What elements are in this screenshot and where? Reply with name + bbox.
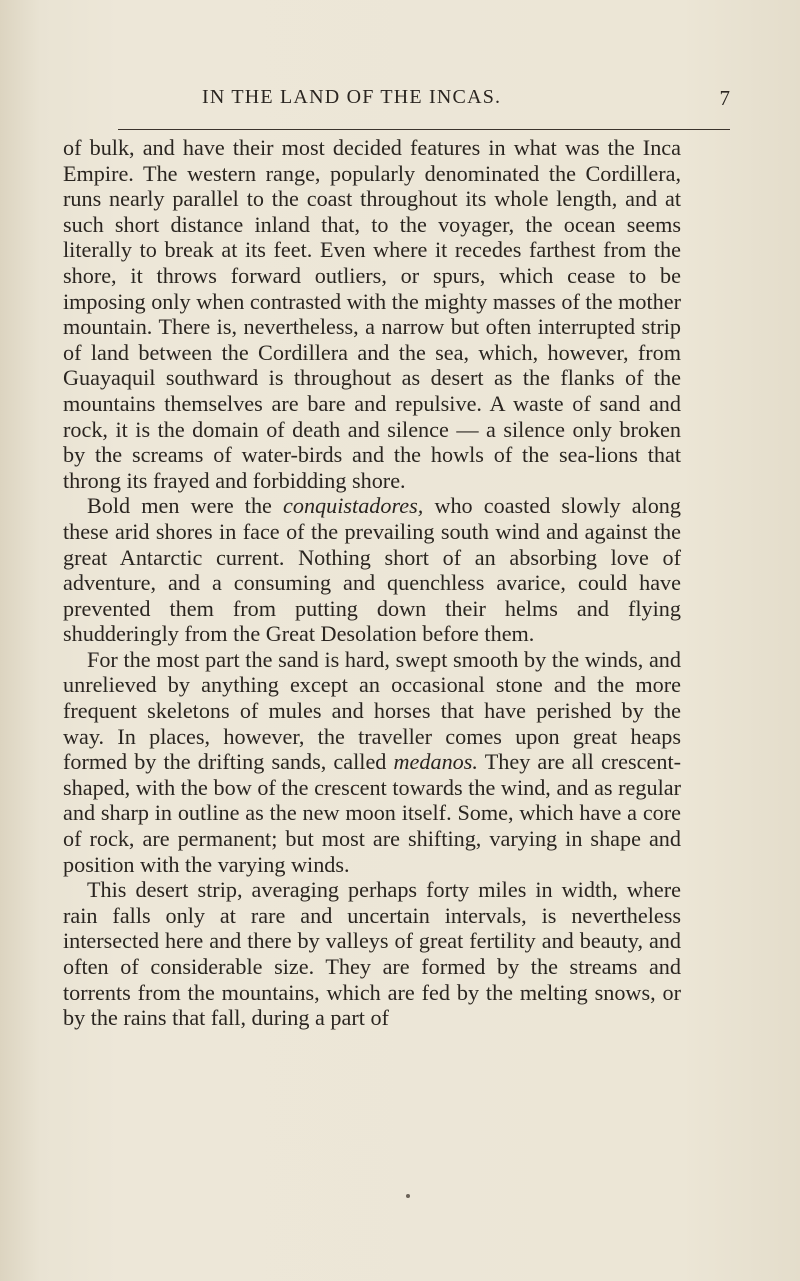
paragraph-2 [63, 493, 681, 647]
paragraph-1 [63, 135, 681, 493]
paragraph-2-lead: Bold men were the [87, 493, 284, 519]
paragraph-2-tail: who coasted slowly along these arid shores in face of the prevailing south wind and against the great Antarctic current. Nothing short of an absorbing love of adventure, and a consuming and quenchless avarice, could have prevented them from putting down their helms and flying shudderingly from the Great Desolation before them. [63, 493, 681, 647]
paragraph-1-text: of bulk, and have their most decided features in what was the Inca Empire. The western range, popularly denominated the Cordillera, runs nearly parallel to the coast throughout its whole length, and at such short distance inland that, to the voyager, the ocean seems literally to break at its feet. Even where it recedes farthest from the shore, it throws forward outliers, or spurs, which cease to be imposing only when contrasted with the mighty masses of the mother mountain. There is, nevertheless, a narrow but often interrupted strip of land between the Cordillera and the sea, which, however, from Guayaquil southward is throughout as desert as the flanks of the mountains themselves are bare and repulsive. A waste of sand and rock, it is the domain of death and silence — a silence only broken by the screams of water-birds and the howls of the sea-lions that throng its frayed and forbidding shore. [63, 135, 681, 493]
paragraph-2-italic-term: conquistadores, [283, 493, 424, 519]
paragraph-4 [63, 877, 681, 1031]
page-header [118, 86, 730, 114]
paragraph-3 [63, 647, 681, 877]
paragraph-3-lead: For the most part the sand is hard, swept smooth by the winds, and unrelieved by anything except an occasional stone and the more frequent skeletons of mules and horses that have perished by the way. In places, however, the traveller comes upon great heaps formed by the drifting sands, called [63, 646, 681, 775]
page-number: 7 [719, 86, 730, 110]
header-rule [118, 129, 730, 130]
paragraph-4-text: This desert strip, averaging perhaps forty miles in width, where rain falls only at rare and uncertain intervals, is nevertheless intersected here and there by valleys of great fertility and beauty, and often of considerable size. They are formed by the streams and torrents from the mountains, which are fed by the melting snows, or by the rains that fall, during a part of [63, 877, 681, 1031]
running-head: IN THE LAND OF THE INCAS. [202, 86, 502, 108]
paragraph-3-italic-term: medanos. [393, 749, 478, 775]
body-text [63, 135, 681, 1031]
paragraph-3-tail: They are all crescent-shaped, with the bow of the crescent towards the wind, and as regular and sharp in outline as the new moon itself. Some, which have a core of rock, are permanent; but most are shifting, varying in shape and position with the varying winds. [63, 749, 682, 877]
ink-speck [406, 1194, 410, 1198]
